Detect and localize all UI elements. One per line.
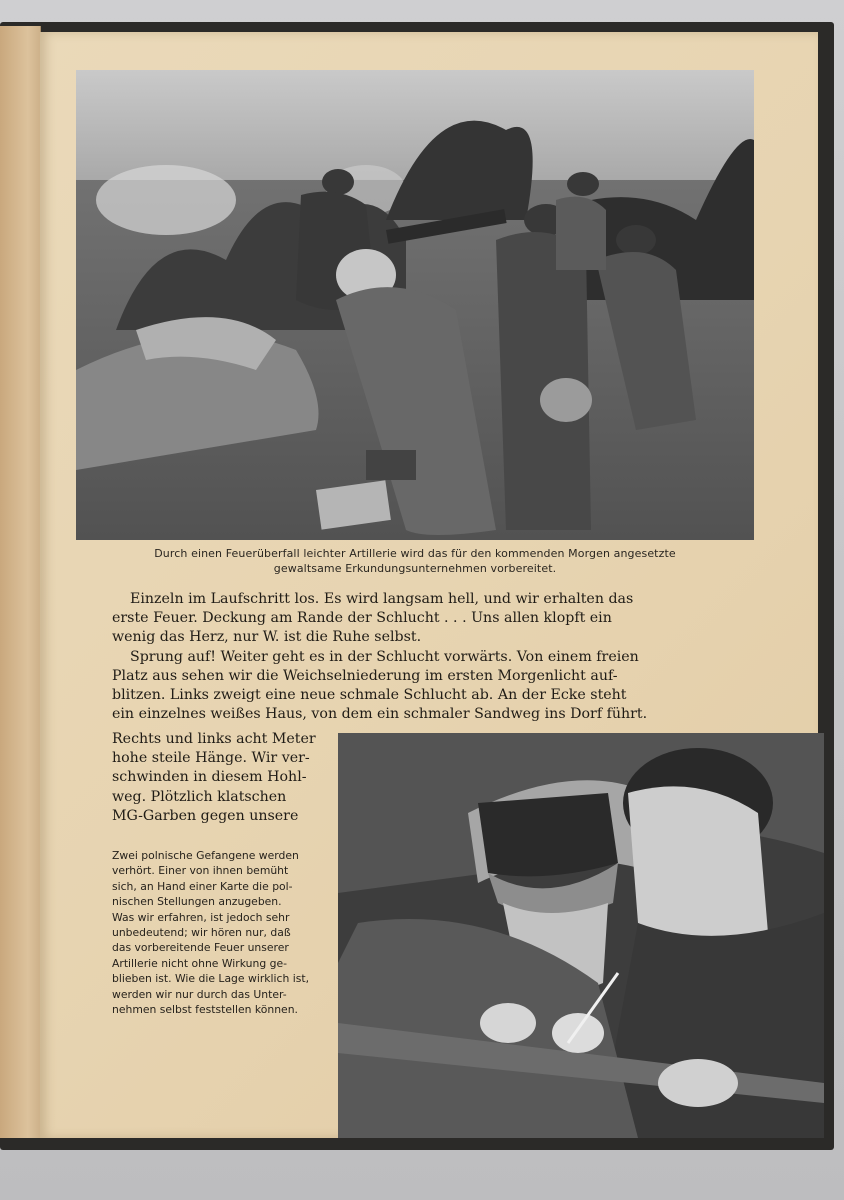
caption-left-line-7: das vorbereitende Feuer unserer bbox=[112, 941, 289, 955]
paragraph-2-line-1: Sprung auf! Weiter geht es in der Schlucht vorwärts. Von einem freien bbox=[130, 648, 639, 665]
photo-artillery-soldiers bbox=[76, 70, 754, 540]
paragraph-1-line-1: Einzeln im Laufschritt los. Es wird langsam hell, und wir erhalten das bbox=[130, 591, 634, 607]
paragraph-2-line-3: blitzen. Links zweigt eine neue schmale Schlucht ab. An der Ecke steht bbox=[112, 687, 627, 704]
narrow-text-column bbox=[112, 730, 324, 826]
caption-left-line-9: blieben ist. Wie die Lage wirklich ist, bbox=[112, 972, 310, 986]
narrow-line-5: MG-Garben gegen unsere bbox=[112, 807, 299, 824]
caption-top-photo bbox=[90, 546, 740, 576]
caption-left-line-8: Artillerie nicht ohne Wirkung ge- bbox=[112, 956, 288, 970]
caption-top-line-2: gewaltsame Erkundungsunternehmen vorbereitet. bbox=[273, 562, 557, 575]
narrow-line-2: hohe steile Hänge. Wir ver- bbox=[112, 750, 310, 767]
caption-left-line-3: sich, an Hand einer Karte die pol- bbox=[112, 879, 293, 893]
caption-top-line-1: Durch einen Feuerüberfall leichter Artillerie wird das für den kommenden Morgen angesetzte bbox=[154, 547, 676, 560]
caption-left-line-1: Zwei polnische Gefangene werden bbox=[112, 849, 299, 862]
facing-page-edge bbox=[0, 26, 41, 1138]
photo-prisoners-map bbox=[338, 733, 824, 1138]
caption-left-line-10: werden wir nur durch das Unter- bbox=[112, 987, 287, 1001]
caption-left-line-5: Was wir erfahren, ist jedoch sehr bbox=[112, 910, 290, 924]
main-text bbox=[112, 590, 682, 724]
caption-left-line-2: verhört. Einer von ihnen bemüht bbox=[112, 864, 289, 878]
paragraph-2-line-2: Platz aus sehen wir die Weichselniederung im ersten Morgenlicht auf- bbox=[112, 667, 618, 684]
narrow-line-1: Rechts und links acht Meter bbox=[112, 731, 316, 747]
narrow-line-4: weg. Plötzlich klatschen bbox=[112, 788, 287, 805]
paragraph-2-line-4: ein einzelnes weißes Haus, von dem ein schmaler Sandweg ins Dorf führt. bbox=[112, 706, 648, 723]
caption-left-line-11: nehmen selbst feststellen können. bbox=[112, 1003, 298, 1017]
narrow-line-3: schwinden in diesem Hohl- bbox=[112, 769, 307, 786]
caption-left-line-6: unbedeutend; wir hören nur, daß bbox=[112, 926, 291, 940]
paragraph-1-line-3: wenig das Herz, nur W. ist die Ruhe selbst. bbox=[112, 629, 422, 646]
paragraph-1-line-2: erste Feuer. Deckung am Rande der Schlucht . . . Uns allen klopft ein bbox=[112, 610, 612, 627]
caption-bottom-photo bbox=[112, 848, 328, 1017]
caption-left-line-4: nischen Stellungen anzugeben. bbox=[112, 895, 282, 909]
